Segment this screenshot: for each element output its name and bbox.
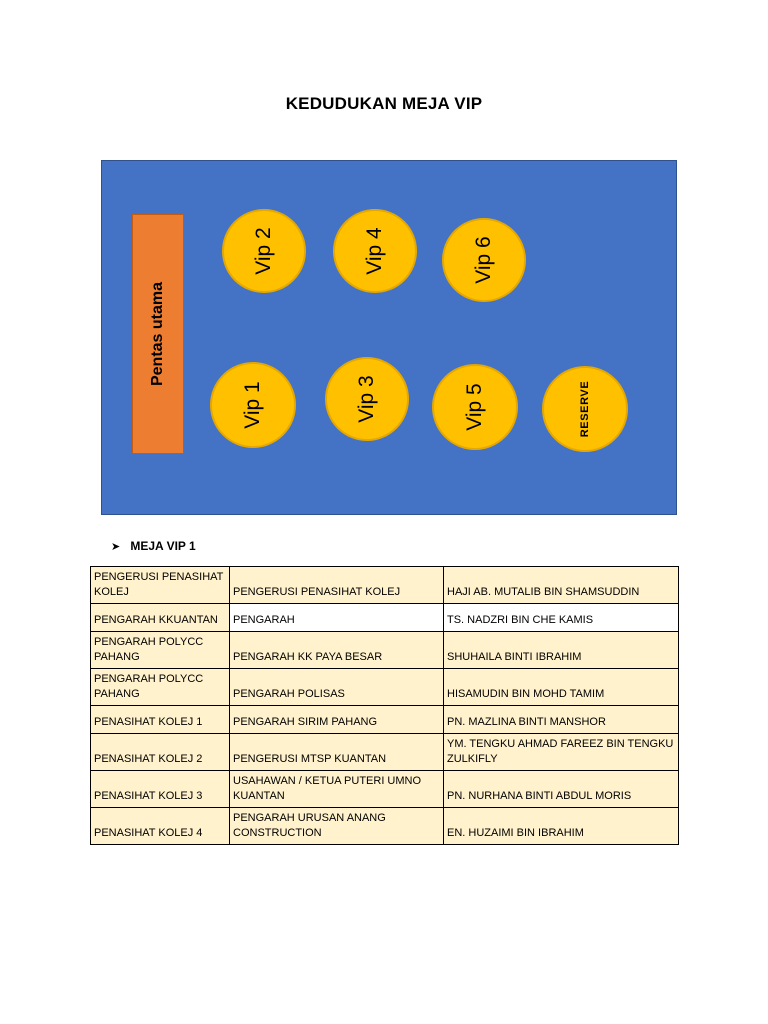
vip-guest-table: [90, 566, 679, 845]
reserve-table-label: RESERVE: [579, 380, 591, 438]
vip-table-2: [222, 209, 306, 293]
vip-table-label: Vip 5: [463, 383, 486, 431]
seating-floor-plan: [101, 160, 677, 515]
table-cell-name: PN. NURHANA BINTI ABDUL MORIS: [444, 771, 679, 808]
table-row: [91, 604, 679, 632]
table-cell-role: PENGARAH SIRIM PAHANG: [230, 706, 444, 734]
table-cell-name: TS. NADZRI BIN CHE KAMIS: [444, 604, 679, 632]
table-cell-role: USAHAWAN / KETUA PUTERI UMNO KUANTAN: [230, 771, 444, 808]
table-cell-role: PENGARAH POLISAS: [230, 669, 444, 706]
table-cell-position: PENGARAH POLYCC PAHANG: [91, 669, 230, 706]
table-cell-name: EN. HUZAIMI BIN IBRAHIM: [444, 808, 679, 845]
table-row: [91, 771, 679, 808]
table-row: [91, 669, 679, 706]
section-heading: [111, 539, 196, 553]
table-cell-position: PENASIHAT KOLEJ 3: [91, 771, 230, 808]
arrowhead-bullet-icon: ➤: [111, 541, 121, 553]
table-cell-position: PENASIHAT KOLEJ 1: [91, 706, 230, 734]
table-row: [91, 567, 679, 604]
table-cell-position: PENGARAH POLYCC PAHANG: [91, 632, 230, 669]
vip-table-label: Vip 4: [363, 227, 386, 275]
table-cell-position: PENASIHAT KOLEJ 4: [91, 808, 230, 845]
vip-table-label: Vip 3: [355, 375, 378, 423]
section-heading-text: MEJA VIP 1: [130, 539, 196, 553]
page-title: KEDUDUKAN MEJA VIP: [285, 94, 483, 113]
vip-table-5: [432, 364, 518, 450]
table-cell-name: HAJI AB. MUTALIB BIN SHAMSUDDIN: [444, 567, 679, 604]
vip-table-3: [325, 357, 409, 441]
table-cell-role: PENGARAH KK PAYA BESAR: [230, 632, 444, 669]
table-row: [91, 734, 679, 771]
vip-table-label: Vip 6: [472, 236, 495, 284]
table-cell-name: SHUHAILA BINTI IBRAHIM: [444, 632, 679, 669]
table-cell-position: PENGERUSI PENASIHAT KOLEJ: [91, 567, 230, 604]
table-row: [91, 632, 679, 669]
main-stage-label: Pentas utama: [149, 281, 166, 387]
table-cell-role: PENGARAH: [230, 604, 444, 632]
table-cell-position: PENASIHAT KOLEJ 2: [91, 734, 230, 771]
table-cell-role: PENGERUSI MTSP KUANTAN: [230, 734, 444, 771]
table-cell-name: HISAMUDIN BIN MOHD TAMIM: [444, 669, 679, 706]
table-row: [91, 808, 679, 845]
main-stage: [132, 214, 184, 454]
table-cell-role: PENGERUSI PENASIHAT KOLEJ: [230, 567, 444, 604]
table-cell-position: PENGARAH KKUANTAN: [91, 604, 230, 632]
vip-table-4: [333, 209, 417, 293]
table-row: [91, 706, 679, 734]
reserve-table: [542, 366, 628, 452]
table-cell-name: YM. TENGKU AHMAD FAREEZ BIN TENGKU ZULKIFLY: [444, 734, 679, 771]
table-cell-name: PN. MAZLINA BINTI MANSHOR: [444, 706, 679, 734]
table-cell-role: PENGARAH URUSAN ANANG CONSTRUCTION: [230, 808, 444, 845]
vip-table-1: [210, 362, 296, 448]
vip-table-6: [442, 218, 526, 302]
vip-table-label: Vip 1: [241, 381, 264, 429]
vip-table-label: Vip 2: [252, 227, 275, 275]
